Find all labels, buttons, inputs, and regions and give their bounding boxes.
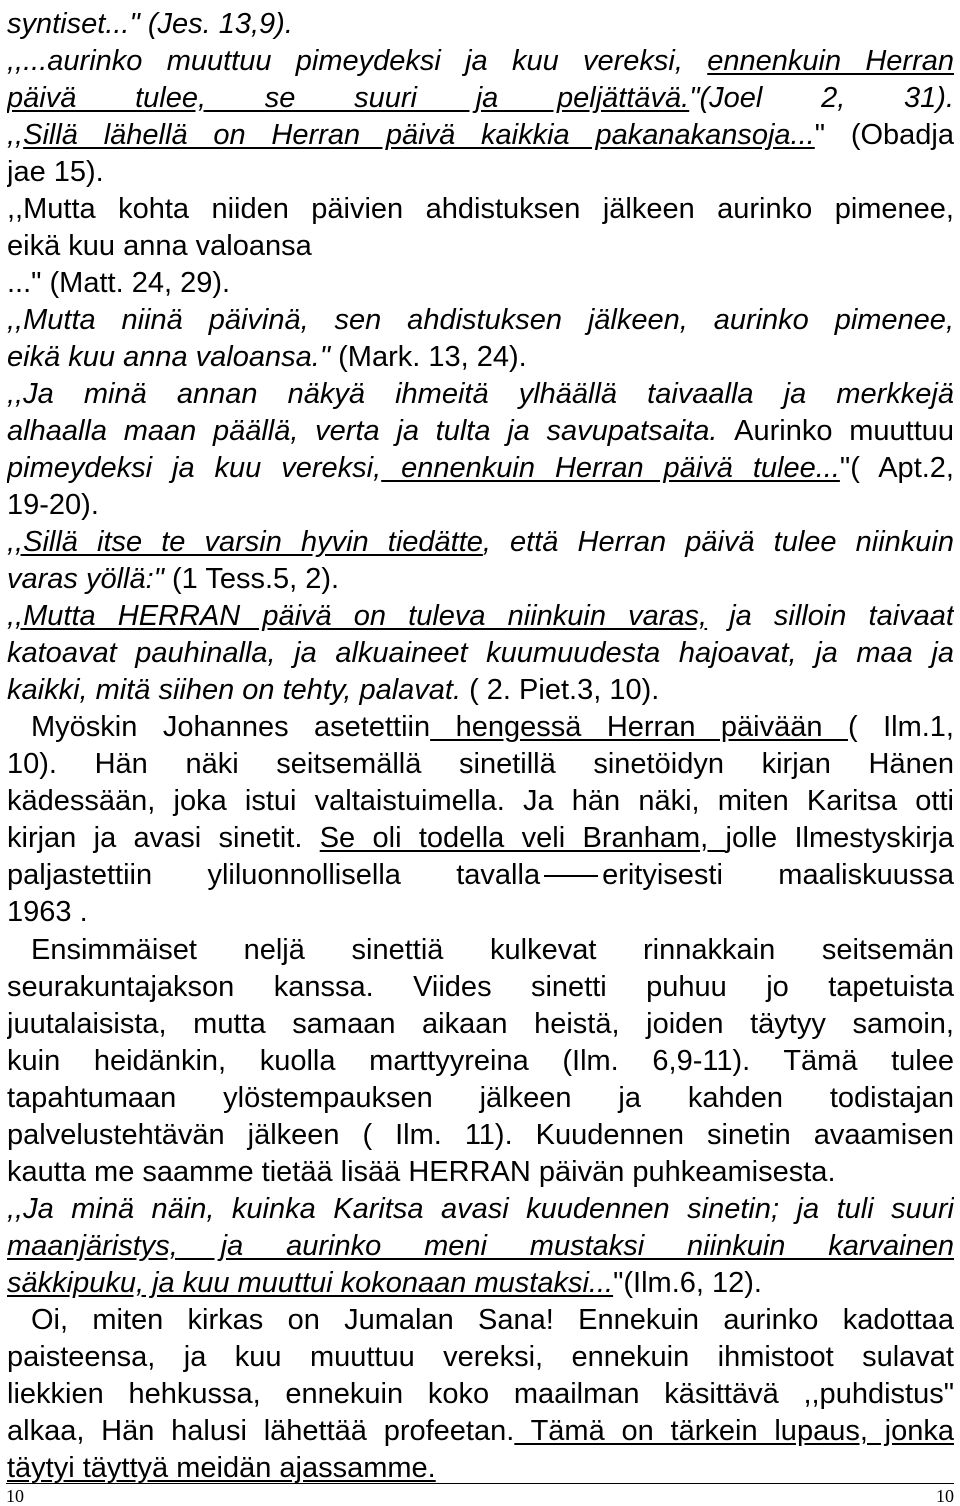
- text-line: [7, 6, 954, 42]
- text-span: kautta me saamme tietää lisää HERRAN päivän puhkeamisesta.: [7, 1156, 836, 1188]
- text-span: 10). Hän näki seitsemällä sinetillä sinetöidyn kirjan Hänen: [7, 748, 954, 780]
- text-span: ,,Mutta kohta niiden päivien ahdistuksen jälkeen aurinko pimenee,: [7, 193, 954, 225]
- text-line: [7, 524, 954, 560]
- text-span: "(Ilm.6, 12).: [613, 1267, 762, 1299]
- text-line: [7, 1117, 954, 1153]
- text-span: palvelustehtävän jälkeen ( Ilm. 11). Kuudennen sinetin avaamisen: [7, 1119, 954, 1151]
- text-span: ,,Mutta niinä päivinä, sen ahdistuksen jälkeen, aurinko pimenee,: [7, 304, 954, 336]
- text-span: " (Obadja: [814, 119, 954, 151]
- text-line: [7, 450, 954, 486]
- text-line: [7, 635, 954, 671]
- text-line: [7, 376, 954, 412]
- footer-rule: [6, 1483, 954, 1484]
- text-line: [7, 1080, 954, 1116]
- text-span: syntiset..." (Jes. 13,9).: [7, 8, 293, 40]
- text-span: ,,Mutta HERRAN päivä on tuleva niinkuin varas,: [7, 600, 708, 632]
- text-line: [7, 1154, 954, 1190]
- text-span: varas yöllä:": [7, 563, 164, 595]
- text-span: erityisesti maaliskuussa: [602, 859, 954, 891]
- text-line: [7, 413, 954, 449]
- text-span: 19-20).: [7, 489, 99, 521]
- text-span: ,,Ja minä näin, kuinka Karitsa avasi kuudennen sinetin; ja tuli suuri: [7, 1193, 954, 1225]
- text-line: [7, 302, 954, 338]
- text-span: 1963 .: [7, 896, 88, 928]
- text-span: ( 2. Piet.3, 10).: [461, 674, 660, 706]
- text-span: ,,Sillä itse te varsin hyvin tiedätte: [7, 526, 483, 558]
- text-span: (1 Tess.5, 2).: [163, 563, 340, 595]
- text-span: Sillä lähellä on Herran päivä kaikkia pakanakansoja...: [23, 119, 815, 151]
- text-span: ,,...aurinko muuttuu pimeydeksi ja kuu vereksi,: [7, 45, 708, 77]
- text-line: [7, 1191, 954, 1227]
- text-span: kirjan ja avasi sinetit.: [7, 822, 320, 854]
- text-span: ennenkuin Herran: [707, 45, 954, 77]
- text-span: säkkipuku, ja kuu muuttui kokonaan mustaksi...: [7, 1267, 614, 1299]
- text-span: juutalaisista, mutta samaan aikaan heistä, joiden täytyy samoin,: [7, 1008, 954, 1040]
- text-line: [7, 820, 954, 856]
- text-span: kaikki, mitä siihen on tehty, palavat.: [7, 674, 462, 706]
- text-span: maanjäristys,: [7, 1230, 178, 1262]
- text-span: ,,Ja minä annan näkyä ihmeitä ylhäällä taivaalla ja merkkejä: [7, 378, 954, 410]
- text-span: jolle Ilmestyskirja: [725, 822, 954, 854]
- text-line: [7, 857, 954, 893]
- text-span: , että Herran päivä tulee niinkuin: [482, 526, 954, 558]
- text-line: [7, 487, 954, 523]
- text-span: eikä kuu anna valoansa: [7, 230, 312, 262]
- text-span: Se oli todella veli Branham,: [319, 822, 726, 854]
- text-span: seurakuntajakson kanssa. Viides sinetti puhuu jo tapetuista: [7, 971, 954, 1003]
- text-line: [7, 228, 954, 264]
- text-span: ja aurinko meni mustaksi niinkuin karvainen: [177, 1230, 954, 1262]
- text-span: kuin heidänkin, kuolla marttyyreina (Ilm. 6,9-11). Tämä tulee: [7, 1045, 954, 1077]
- text-line: [7, 1228, 954, 1264]
- text-span: Oi, miten kirkas on Jumalan Sana! Ennekuin aurinko kadottaa: [31, 1304, 954, 1336]
- text-line: [7, 894, 954, 930]
- text-span: ,,: [7, 119, 24, 151]
- text-line: [7, 598, 954, 634]
- text-line: [7, 561, 954, 597]
- text-line: [7, 80, 954, 116]
- text-span: liekkien hehkussa, ennekuin koko maailman käsittävä ,,puhdistus": [7, 1378, 954, 1410]
- text-span: eikä kuu anna valoansa.": [7, 341, 331, 373]
- text-line: [7, 43, 954, 79]
- text-line: [7, 1043, 954, 1079]
- page-number-right: 10: [936, 1486, 954, 1506]
- text-span: paljastettiin yliluonnollisella tavalla: [7, 859, 541, 891]
- text-span: (Mark. 13, 24).: [330, 341, 527, 373]
- text-span: Tämä on tärkein lupaus, jonka: [514, 1415, 954, 1447]
- text-span: ..." (Matt. 24, 29).: [7, 267, 231, 299]
- text-line: [7, 1006, 954, 1042]
- text-span: Ensimmäiset neljä sinettiä kulkevat rinnakkain seitsemän: [31, 934, 954, 966]
- text-span: alhaalla maan päällä, verta ja tulta ja savupatsaita.: [7, 415, 735, 447]
- text-span: tapahtumaan ylöstempauksen jälkeen ja kahden todistajan: [7, 1082, 954, 1114]
- text-line: [7, 117, 954, 153]
- text-line: [7, 154, 954, 190]
- text-line: [7, 746, 954, 782]
- text-line: [7, 672, 954, 708]
- text-span: katoavat pauhinalla, ja alkuaineet kuumuudesta hajoavat, ja maa ja: [7, 637, 954, 669]
- text-line: [7, 1450, 954, 1486]
- text-line: [31, 709, 954, 745]
- text-span: ja silloin taivaat: [707, 600, 954, 632]
- text-line: [31, 932, 954, 968]
- page-number-left: 10: [6, 1486, 24, 1506]
- text-span: hengessä Herran päivään: [430, 711, 848, 743]
- text-line: [7, 1339, 954, 1375]
- text-line: [7, 783, 954, 819]
- text-line: [7, 969, 954, 1005]
- text-span: alkaa, Hän halusi lähettää profeetan.: [7, 1415, 515, 1447]
- text-span: "(Joel 2, 31).: [689, 82, 954, 114]
- text-line: [7, 191, 954, 227]
- text-span: ( Ilm.1,: [847, 711, 954, 743]
- text-line: [7, 1265, 954, 1301]
- em-dash-rule: [544, 875, 598, 877]
- text-span: "( Apt.2,: [839, 452, 954, 484]
- text-line: [7, 265, 954, 301]
- text-span: Aurinko muuttuu: [734, 415, 954, 447]
- text-line: [7, 1413, 954, 1449]
- text-span: ennenkuin Herran päivä tulee...: [381, 452, 840, 484]
- text-span: jae 15).: [7, 156, 104, 188]
- text-line: [7, 1376, 954, 1412]
- text-line: [31, 1302, 954, 1338]
- text-span: paisteensa, ja kuu muuttuu vereksi, ennekuin ihmistoot sulavat: [7, 1341, 954, 1373]
- text-span: pimeydeksi ja kuu vereksi,: [7, 452, 382, 484]
- text-span: päivä tulee, se suuri ja peljättävä.: [7, 82, 690, 114]
- text-span: Myöskin Johannes asetettiin: [31, 711, 431, 743]
- text-line: [7, 339, 954, 375]
- text-span: täytyi täyttyä meidän ajassamme.: [7, 1452, 436, 1484]
- text-span: kädessään, joka istui valtaistuimella. Ja hän näki, miten Karitsa otti: [7, 785, 954, 817]
